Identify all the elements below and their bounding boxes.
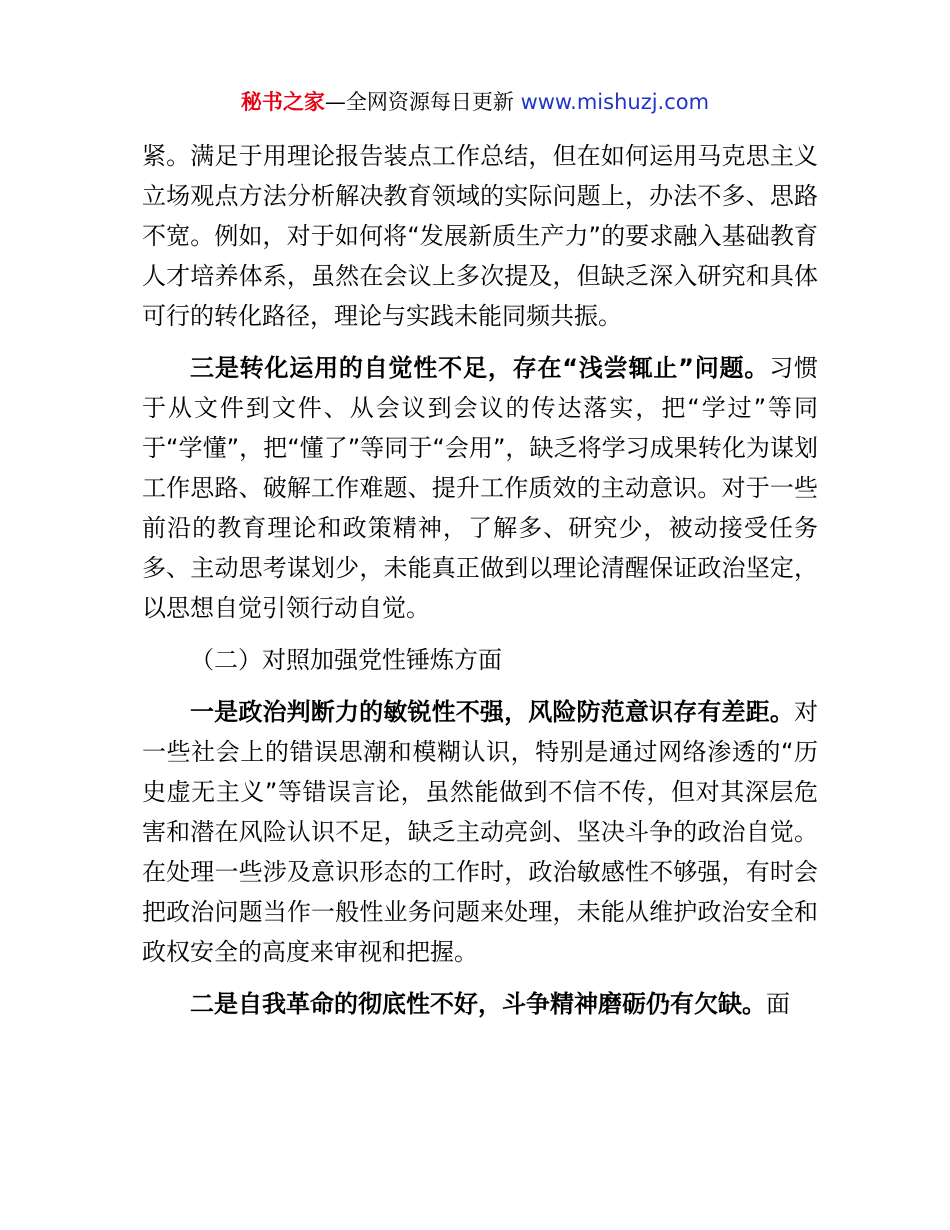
paragraph-lead: 一是政治判断力的敏锐性不强，风险防范意识存有差距。 — [190, 698, 794, 726]
paragraph-text: 面 — [766, 990, 790, 1018]
page-header — [0, 86, 950, 118]
paragraph-lead: 三是转化运用的自觉性不足，存在“浅尝辄止”问题。 — [190, 354, 770, 382]
paragraph-point-two — [142, 984, 818, 1024]
document-body — [142, 136, 818, 1024]
paragraph-point-one — [142, 692, 818, 972]
section-heading-text: （二）对照加强党性锤炼方面 — [190, 646, 502, 674]
paragraph-text: 习惯于从文件到文件、从会议到会议的传达落实，把“学过”等同于“学懂”，把“懂了”等同于“会用”，缺乏将学习成果转化为谋划工作思路、破解工作难题、提升工作质效的主动意识。对于一些前沿的教育理论和政策精神，了解多、研究少，被动接受任务多、主动思考谋划少，未能真正做到以理论清醒保证政治坚定，以思想自觉引领行动自觉。 — [142, 354, 819, 622]
paragraph-text: 紧。满足于用理论报告装点工作总结，但在如何运用马克思主义立场观点方法分析解决教育领域的实际问题上，办法不多、思路不宽。例如，对于如何将“发展新质生产力”的要求融入基础教育人才培养体系，虽然在会议上多次提及，但缺乏深入研究和具体可行的转化路径，理论与实践未能同频共振。 — [142, 142, 818, 330]
paragraph-continuation — [142, 136, 818, 336]
paragraph-point-three — [142, 348, 818, 628]
brand-name: 秘书之家 — [240, 90, 325, 114]
paragraph-lead: 二是自我革命的彻底性不好，斗争精神磨砺仍有欠缺。 — [190, 990, 766, 1018]
header-tagline: —全网资源每日更新 — [324, 90, 514, 114]
paragraph-text: 对一些社会上的错误思潮和模糊认识，特别是通过网络渗透的“历史虚无主义”等错误言论，虽然能做到不信不传，但对其深层危害和潜在风险认识不足，缺乏主动亮剑、坚决斗争的政治自觉。在处理一些涉及意识形态的工作时，政治敏感性不够强，有时会把政治问题当作一般性业务问题来处理，未能从维护政治安全和政权安全的高度来审视和把握。 — [142, 698, 818, 966]
site-url-link[interactable]: www.mishuzj.com — [520, 90, 710, 114]
section-heading — [142, 640, 818, 680]
